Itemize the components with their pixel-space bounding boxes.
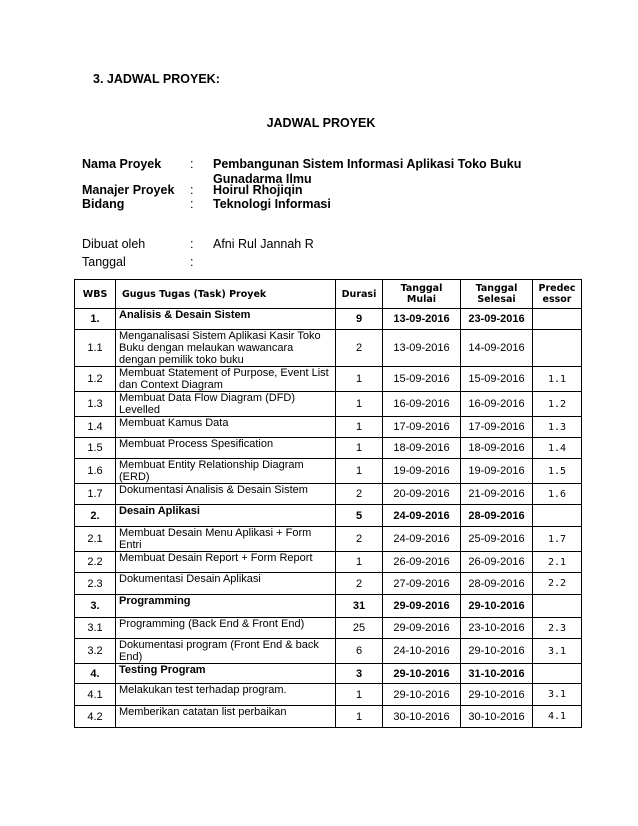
cell-duration: 1 bbox=[336, 367, 383, 392]
cell-predecessor bbox=[533, 309, 582, 330]
cell-predecessor bbox=[533, 664, 582, 684]
header-end: Tanggal Selesai bbox=[461, 280, 533, 309]
cell-task: Membuat Process Spesification bbox=[116, 438, 336, 459]
cell-start-date: 26-09-2016 bbox=[383, 552, 461, 573]
cell-duration: 9 bbox=[336, 309, 383, 330]
cell-duration: 2 bbox=[336, 527, 383, 552]
cell-task: Menganalisasi Sistem Aplikasi Kasir Toko Buku dengan melaukan wawancara dengan pemilik toko buku bbox=[116, 330, 336, 367]
cell-start-date: 29-10-2016 bbox=[383, 664, 461, 684]
table-row bbox=[75, 330, 582, 367]
table-row bbox=[75, 684, 582, 706]
cell-start-date: 29-09-2016 bbox=[383, 618, 461, 639]
cell-wbs: 4.1 bbox=[75, 684, 116, 706]
cell-wbs: 2.2 bbox=[75, 552, 116, 573]
cell-wbs: 1.1 bbox=[75, 330, 116, 367]
table-row bbox=[75, 392, 582, 417]
cell-duration: 1 bbox=[336, 706, 383, 728]
cell-task: Programming (Back End & Front End) bbox=[116, 618, 336, 639]
cell-end-date: 25-09-2016 bbox=[461, 527, 533, 552]
cell-wbs: 1.7 bbox=[75, 484, 116, 505]
info-label: Manajer Proyek bbox=[82, 183, 175, 197]
cell-end-date: 28-09-2016 bbox=[461, 505, 533, 527]
cell-wbs: 3.2 bbox=[75, 639, 116, 664]
cell-wbs: 2. bbox=[75, 505, 116, 527]
cell-start-date: 24-09-2016 bbox=[383, 527, 461, 552]
cell-start-date: 24-09-2016 bbox=[383, 505, 461, 527]
cell-end-date: 31-10-2016 bbox=[461, 664, 533, 684]
info-value: Hoirul Rhojiqin bbox=[213, 183, 303, 197]
info-value: Afni Rul Jannah R bbox=[213, 237, 314, 251]
cell-task: Membuat Desain Report + Form Report bbox=[116, 552, 336, 573]
cell-start-date: 13-09-2016 bbox=[383, 330, 461, 367]
cell-predecessor bbox=[533, 595, 582, 618]
cell-start-date: 30-10-2016 bbox=[383, 706, 461, 728]
cell-task: Dokumentasi program (Front End & back End) bbox=[116, 639, 336, 664]
cell-start-date: 29-09-2016 bbox=[383, 595, 461, 618]
cell-duration: 1 bbox=[336, 552, 383, 573]
cell-task: Melakukan test terhadap program. bbox=[116, 684, 336, 706]
info-value: Pembangunan Sistem Informasi Aplikasi Toko Buku Gunadarma Ilmu bbox=[213, 157, 522, 186]
header-wbs: WBS bbox=[75, 280, 116, 309]
cell-start-date: 15-09-2016 bbox=[383, 367, 461, 392]
info-colon: : bbox=[190, 237, 194, 251]
cell-start-date: 20-09-2016 bbox=[383, 484, 461, 505]
cell-predecessor: 3.1 bbox=[533, 639, 582, 664]
cell-duration: 2 bbox=[336, 484, 383, 505]
cell-wbs: 1.6 bbox=[75, 459, 116, 484]
cell-task: Testing Program bbox=[116, 664, 336, 684]
cell-end-date: 26-09-2016 bbox=[461, 552, 533, 573]
cell-duration: 3 bbox=[336, 664, 383, 684]
cell-wbs: 3. bbox=[75, 595, 116, 618]
schedule-table bbox=[74, 279, 582, 728]
cell-predecessor: 4.1 bbox=[533, 706, 582, 728]
info-colon: : bbox=[190, 255, 194, 269]
header-task: Gugus Tugas (Task) Proyek bbox=[116, 280, 336, 309]
table-row bbox=[75, 438, 582, 459]
cell-duration: 5 bbox=[336, 505, 383, 527]
cell-end-date: 28-09-2016 bbox=[461, 573, 533, 595]
cell-start-date: 17-09-2016 bbox=[383, 417, 461, 438]
table-body bbox=[75, 309, 582, 728]
cell-task: Membuat Data Flow Diagram (DFD) Levelled bbox=[116, 392, 336, 417]
cell-end-date: 19-09-2016 bbox=[461, 459, 533, 484]
table-row bbox=[75, 459, 582, 484]
table-row bbox=[75, 367, 582, 392]
cell-wbs: 1.2 bbox=[75, 367, 116, 392]
cell-duration: 1 bbox=[336, 392, 383, 417]
cell-end-date: 30-10-2016 bbox=[461, 706, 533, 728]
cell-task: Dokumentasi Analisis & Desain Sistem bbox=[116, 484, 336, 505]
cell-predecessor: 2.1 bbox=[533, 552, 582, 573]
cell-wbs: 1.5 bbox=[75, 438, 116, 459]
cell-wbs: 2.3 bbox=[75, 573, 116, 595]
cell-predecessor: 1.5 bbox=[533, 459, 582, 484]
cell-end-date: 23-10-2016 bbox=[461, 618, 533, 639]
cell-end-date: 29-10-2016 bbox=[461, 639, 533, 664]
document-title bbox=[0, 116, 638, 130]
table-row bbox=[75, 706, 582, 728]
cell-task: Dokumentasi Desain Aplikasi bbox=[116, 573, 336, 595]
cell-task: Programming bbox=[116, 595, 336, 618]
cell-start-date: 13-09-2016 bbox=[383, 309, 461, 330]
header-predecessor: Predec essor bbox=[533, 280, 582, 309]
table-header-row bbox=[75, 280, 582, 309]
cell-predecessor bbox=[533, 505, 582, 527]
cell-wbs: 1. bbox=[75, 309, 116, 330]
table-row bbox=[75, 527, 582, 552]
cell-duration: 1 bbox=[336, 459, 383, 484]
info-label: Bidang bbox=[82, 197, 125, 211]
cell-start-date: 24-10-2016 bbox=[383, 639, 461, 664]
cell-predecessor: 1.6 bbox=[533, 484, 582, 505]
cell-predecessor: 1.7 bbox=[533, 527, 582, 552]
cell-end-date: 21-09-2016 bbox=[461, 484, 533, 505]
cell-task: Analisis & Desain Sistem bbox=[116, 309, 336, 330]
cell-predecessor: 1.2 bbox=[533, 392, 582, 417]
cell-wbs: 1.4 bbox=[75, 417, 116, 438]
cell-duration: 25 bbox=[336, 618, 383, 639]
cell-duration: 6 bbox=[336, 639, 383, 664]
table-row bbox=[75, 573, 582, 595]
cell-end-date: 23-09-2016 bbox=[461, 309, 533, 330]
info-value: Teknologi Informasi bbox=[213, 197, 331, 211]
cell-duration: 31 bbox=[336, 595, 383, 618]
cell-wbs: 4. bbox=[75, 664, 116, 684]
cell-predecessor: 2.2 bbox=[533, 573, 582, 595]
cell-end-date: 18-09-2016 bbox=[461, 438, 533, 459]
table-row bbox=[75, 664, 582, 684]
table-row bbox=[75, 309, 582, 330]
cell-predecessor: 1.3 bbox=[533, 417, 582, 438]
header-duration: Durasi bbox=[336, 280, 383, 309]
cell-task: Membuat Desain Menu Aplikasi + Form Entri bbox=[116, 527, 336, 552]
cell-wbs: 1.3 bbox=[75, 392, 116, 417]
info-colon: : bbox=[190, 183, 194, 197]
table-row bbox=[75, 595, 582, 618]
cell-duration: 1 bbox=[336, 438, 383, 459]
cell-end-date: 29-10-2016 bbox=[461, 595, 533, 618]
table-row bbox=[75, 618, 582, 639]
table-row bbox=[75, 552, 582, 573]
cell-end-date: 14-09-2016 bbox=[461, 330, 533, 367]
cell-start-date: 18-09-2016 bbox=[383, 438, 461, 459]
cell-start-date: 19-09-2016 bbox=[383, 459, 461, 484]
cell-task: Membuat Entity Relationship Diagram (ERD) bbox=[116, 459, 336, 484]
table-row bbox=[75, 639, 582, 664]
cell-duration: 2 bbox=[336, 330, 383, 367]
cell-start-date: 29-10-2016 bbox=[383, 684, 461, 706]
cell-predecessor bbox=[533, 330, 582, 367]
cell-task: Membuat Statement of Purpose, Event List dan Context Diagram bbox=[116, 367, 336, 392]
table-row bbox=[75, 484, 582, 505]
cell-predecessor: 1.1 bbox=[533, 367, 582, 392]
info-label: Nama Proyek bbox=[82, 157, 162, 171]
cell-start-date: 27-09-2016 bbox=[383, 573, 461, 595]
cell-wbs: 3.1 bbox=[75, 618, 116, 639]
section-heading: 3. JADWAL PROYEK: bbox=[93, 72, 220, 86]
cell-task: Membuat Kamus Data bbox=[116, 417, 336, 438]
info-colon: : bbox=[190, 157, 194, 171]
cell-task: Memberikan catatan list perbaikan bbox=[116, 706, 336, 728]
cell-end-date: 17-09-2016 bbox=[461, 417, 533, 438]
cell-predecessor: 1.4 bbox=[533, 438, 582, 459]
cell-duration: 2 bbox=[336, 573, 383, 595]
info-label: Tanggal bbox=[82, 255, 126, 269]
cell-end-date: 15-09-2016 bbox=[461, 367, 533, 392]
document-title-text: JADWAL PROYEK bbox=[266, 116, 376, 130]
table-row bbox=[75, 417, 582, 438]
table-row bbox=[75, 505, 582, 527]
cell-wbs: 2.1 bbox=[75, 527, 116, 552]
cell-duration: 1 bbox=[336, 417, 383, 438]
info-label: Dibuat oleh bbox=[82, 237, 146, 251]
cell-duration: 1 bbox=[336, 684, 383, 706]
cell-wbs: 4.2 bbox=[75, 706, 116, 728]
cell-task: Desain Aplikasi bbox=[116, 505, 336, 527]
cell-predecessor: 2.3 bbox=[533, 618, 582, 639]
info-colon: : bbox=[190, 197, 194, 211]
cell-end-date: 29-10-2016 bbox=[461, 684, 533, 706]
cell-predecessor: 3.1 bbox=[533, 684, 582, 706]
cell-end-date: 16-09-2016 bbox=[461, 392, 533, 417]
cell-start-date: 16-09-2016 bbox=[383, 392, 461, 417]
header-start: Tanggal Mulai bbox=[383, 280, 461, 309]
